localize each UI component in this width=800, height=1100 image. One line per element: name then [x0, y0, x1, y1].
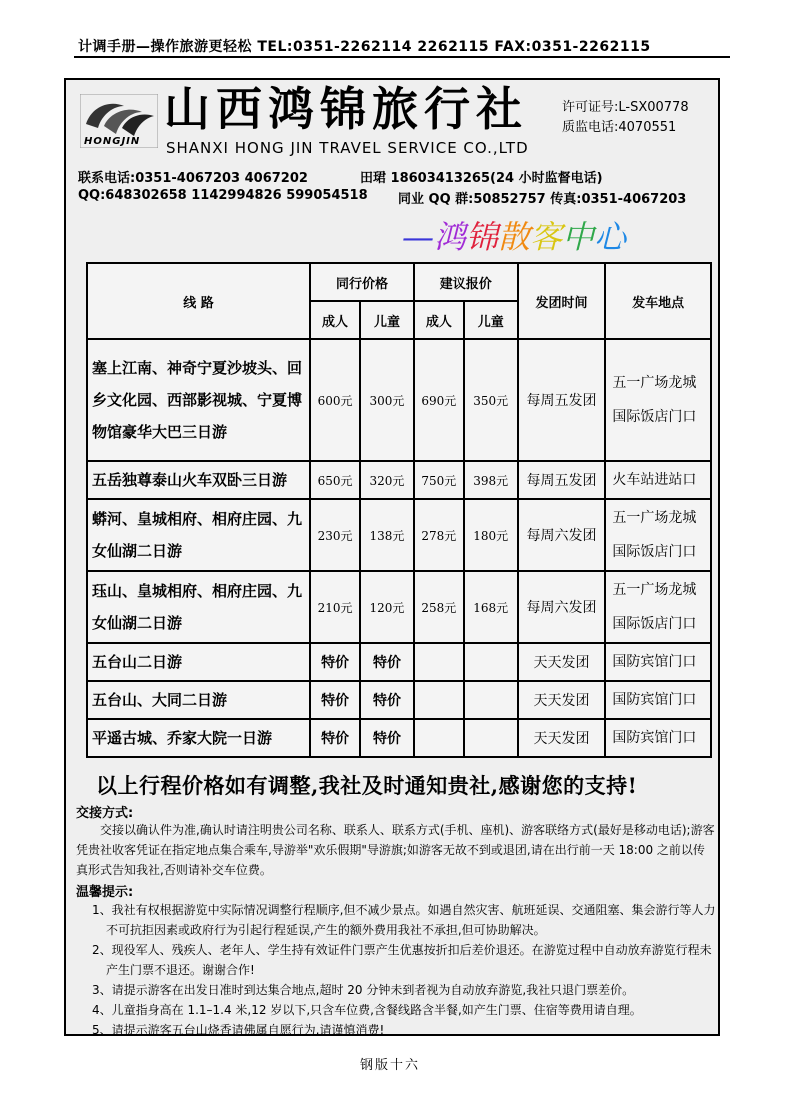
page-number: 钢版十六: [360, 1058, 421, 1073]
departure-time: 每周五发团: [518, 461, 606, 499]
center-title-char: 散: [498, 218, 531, 256]
header-line: 计调手册—操作旅游更轻松 TEL:0351-2262114 2262115 FAX:0351-2262115: [78, 39, 651, 55]
sug-adult-price: 278元: [414, 499, 464, 571]
qq-group-fax: 同业 QQ 群:50852757 传真:0351-4067203: [398, 192, 687, 207]
peer-adult-price: 特价: [310, 643, 360, 681]
price-adjust-notice: 以上行程价格如有调整,我社及时通知贵社,感谢您的支持!: [96, 773, 638, 798]
table-row: [87, 339, 711, 461]
departure-time: 天天发团: [518, 719, 606, 757]
table-row: [87, 643, 711, 681]
peer-adult-price: 特价: [310, 681, 360, 719]
center-title-char: 中: [562, 218, 595, 256]
tips-list: [92, 900, 722, 1040]
departure-location: 五一广场龙城国际饭店门口: [605, 339, 711, 461]
qq-numbers: QQ:648302658 1142994826 599054518: [78, 188, 368, 203]
quality-phone: 质监电话:4070551: [562, 120, 677, 135]
departure-location: 五一广场龙城国际饭店门口: [605, 499, 711, 571]
handover-title: 交接方式:: [76, 806, 134, 821]
header-sug-child: 儿童: [464, 301, 518, 339]
peer-adult-price: 650元: [310, 461, 360, 499]
sug-adult-price: [414, 643, 464, 681]
handover-body: 交接以确认件为准,确认时请注明贵公司名称、联系人、联系方式(手机、座机)、游客联络方式(最好是移动电话);游客凭贵社收客凭证在指定地点集合乘车,导游举"欢乐假期"导游旗;如游客无故不到或退团,请在出行前一天 18:00 之前以传真形式告知我社,否则请补交车位费。: [76, 823, 715, 877]
sug-child-price: 350元: [464, 339, 518, 461]
sug-child-price: [464, 643, 518, 681]
departure-time: 每周五发团: [518, 339, 606, 461]
center-title-char: 客: [530, 218, 563, 256]
header-rule: [74, 56, 730, 58]
route-name: 平遥古城、乔家大院一日游: [87, 719, 310, 757]
peer-adult-price: 600元: [310, 339, 360, 461]
table-row: [87, 461, 711, 499]
sug-adult-price: 258元: [414, 571, 464, 643]
sug-child-price: [464, 681, 518, 719]
table-row: [87, 571, 711, 643]
list-item: 3、请提示游客在出发日准时到达集合地点,超时 20 分钟未到者视为自动放弃游览,我社只退门票差价。: [92, 983, 635, 997]
header-route: 线 路: [87, 263, 310, 339]
peer-child-price: 特价: [360, 643, 414, 681]
list-item: 2、现役军人、残疾人、老年人、学生持有效证件门票产生优惠按折扣后差价退还。在游览过程中自动放弃游览行程未产生门票不退还。谢谢合作!: [92, 943, 712, 977]
route-name: 珏山、皇城相府、相府庄园、九女仙湖二日游: [87, 571, 310, 643]
peer-child-price: 特价: [360, 719, 414, 757]
header-peer-adult: 成人: [310, 301, 360, 339]
sug-child-price: 168元: [464, 571, 518, 643]
sug-child-price: [464, 719, 518, 757]
departure-time: 天天发团: [518, 681, 606, 719]
departure-location: 国防宾馆门口: [605, 643, 711, 681]
header-sug-adult: 成人: [414, 301, 464, 339]
peer-child-price: 特价: [360, 681, 414, 719]
peer-child-price: 138元: [360, 499, 414, 571]
table-row: [87, 719, 711, 757]
license-block: [562, 98, 689, 138]
center-title-char: 鸿: [434, 218, 467, 256]
departure-time: 天天发团: [518, 643, 606, 681]
route-name: 塞上江南、神奇宁夏沙坡头、回乡文化园、西部影视城、宁夏博物馆豪华大巴三日游: [87, 339, 310, 461]
sug-child-price: 180元: [464, 499, 518, 571]
route-name: 蟒河、皇城相府、相府庄园、九女仙湖二日游: [87, 499, 310, 571]
handover-text: [76, 820, 716, 880]
header-departure: 发团时间: [518, 263, 606, 339]
peer-child-price: 320元: [360, 461, 414, 499]
route-table: [86, 262, 712, 758]
peer-adult-price: 210元: [310, 571, 360, 643]
departure-location: 五一广场龙城国际饭店门口: [605, 571, 711, 643]
departure-location: 火车站进站口: [605, 461, 711, 499]
table-row: [87, 681, 711, 719]
departure-location: 国防宾馆门口: [605, 681, 711, 719]
license-number: 许可证号:L-SX00778: [562, 100, 689, 115]
departure-time: 每周六发团: [518, 571, 606, 643]
header-location: 发车地点: [605, 263, 711, 339]
departure-location: 国防宾馆门口: [605, 719, 711, 757]
center-title-char: 心: [594, 218, 627, 256]
list-item: 1、我社有权根据游览中实际情况调整行程顺序,但不减少景点。如遇自然灾害、航班延误、交通阻塞、集会游行等人力不可抗拒因素或政府行为引起行程延误,产生的额外费用我社不承担,但可协助解决。: [92, 903, 716, 937]
sug-adult-price: 750元: [414, 461, 464, 499]
sug-adult-price: 690元: [414, 339, 464, 461]
supervisor-phone: 田珺 18603413265(24 小时监督电话): [360, 171, 603, 186]
center-title: [402, 212, 626, 258]
peer-child-price: 300元: [360, 339, 414, 461]
header-suggested-price: 建议报价: [414, 263, 518, 301]
sug-child-price: 398元: [464, 461, 518, 499]
peer-child-price: 120元: [360, 571, 414, 643]
list-item: 4、儿童指身高在 1.1–1.4 米,12 岁以下,只含车位费,含餐线路含半餐,如产生门票、住宿等费用请自理。: [92, 1003, 642, 1017]
company-name-cn: 山西鸿锦旅行社: [164, 82, 528, 136]
tips-title: 温馨提示:: [76, 885, 134, 900]
list-item: 5、请提示游客五台山烧香请佛属自愿行为,请谨慎消费!: [92, 1023, 385, 1037]
route-name: 五岳独尊泰山火车双卧三日游: [87, 461, 310, 499]
peer-adult-price: 特价: [310, 719, 360, 757]
center-title-char: —: [402, 218, 434, 256]
header-peer-child: 儿童: [360, 301, 414, 339]
route-name: 五台山二日游: [87, 643, 310, 681]
center-title-char: 锦: [466, 218, 499, 256]
sug-adult-price: [414, 719, 464, 757]
company-name-en: SHANXI HONG JIN TRAVEL SERVICE CO.,LTD: [166, 139, 529, 157]
departure-time: 每周六发团: [518, 499, 606, 571]
logo-text: HONGJIN: [84, 136, 141, 147]
route-name: 五台山、大同二日游: [87, 681, 310, 719]
table-row: [87, 499, 711, 571]
sug-adult-price: [414, 681, 464, 719]
peer-adult-price: 230元: [310, 499, 360, 571]
header-peer-price: 同行价格: [310, 263, 414, 301]
contact-phone: 联系电话:0351-4067203 4067202: [78, 171, 308, 186]
